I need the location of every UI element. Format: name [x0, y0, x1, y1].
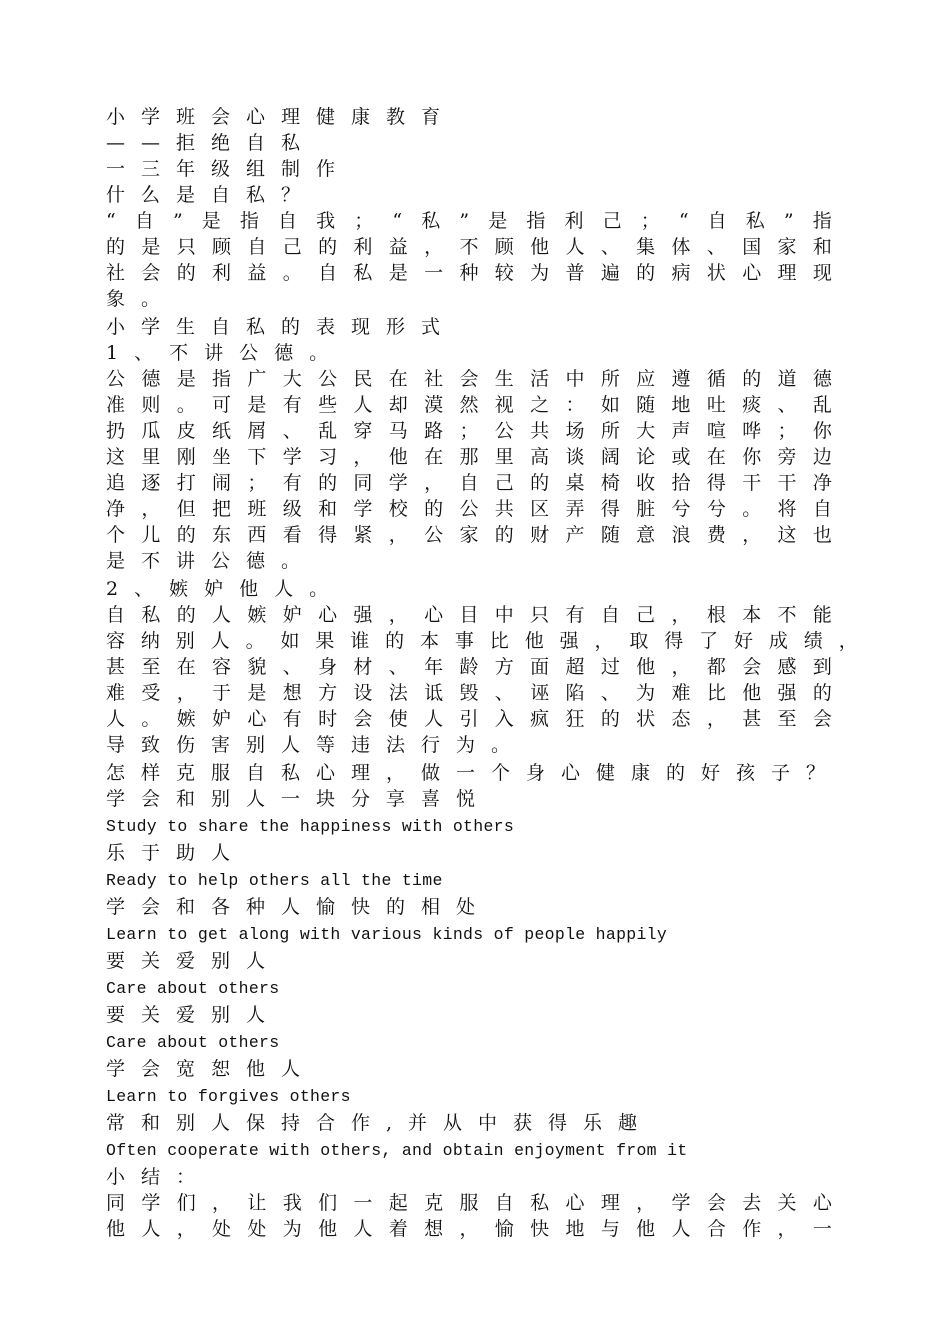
paragraph-line: 的 是 只 顾 自 己 的 利 益 ， 不 顾 他 人 、 集 体 、 国 家 和	[106, 236, 832, 258]
paragraph-line: 同 学 们 ， 让 我 们 一 起 克 服 自 私 心 理 ， 学 会 去 关 心	[106, 1192, 832, 1214]
subheading-form-2: 2、嫉妒他人。	[106, 578, 345, 600]
tip-en: Often cooperate with others, and obtain enjoyment from it	[106, 1141, 688, 1160]
section-heading-forms: 小学生自私的表现形式	[106, 316, 457, 338]
paragraph-line: 个 儿 的 东 西 看 得 紧 ， 公 家 的 财 产 随 意 浪 费 ， 这 也	[106, 524, 832, 546]
tip-cn: 要关爱别人	[106, 1004, 282, 1026]
paragraph-line: 甚 至 在 容 貌 、 身 材 、 年 龄 方 面 超 过 他 ， 都 会 感 到	[106, 656, 832, 678]
paragraph-line: 公 德 是 指 广 大 公 民 在 社 会 生 活 中 所 应 遵 循 的 道 德	[106, 368, 832, 390]
tip-cn: 学会和别人一块分享喜悦	[106, 788, 492, 810]
paragraph-line: 净 ， 但 把 班 级 和 学 校 的 公 共 区 弄 得 脏 兮 兮 。 将 自	[106, 498, 832, 520]
tip-cn: 学会和各种人愉快的相处	[106, 896, 492, 918]
tip-en: Care about others	[106, 1033, 280, 1052]
tip-en: Learn to get along with various kinds of people happily	[106, 925, 668, 944]
paragraph-line: 人 。 嫉 妒 心 有 时 会 使 人 引 入 疯 狂 的 状 态 ， 甚 至 会	[106, 708, 832, 730]
paragraph-line: 扔 瓜 皮 纸 屑 、 乱 穿 马 路 ； 公 共 场 所 大 声 喧 哗 ； 你	[106, 420, 832, 442]
document-title: 小学班会心理健康教育	[106, 106, 457, 128]
tip-en: Ready to help others all the time	[106, 871, 443, 890]
tip-en: Care about others	[106, 979, 280, 998]
paragraph-line: 是不讲公德。	[106, 550, 317, 572]
paragraph-line: 象。	[106, 288, 177, 310]
document-subtitle: ——拒绝自私	[106, 132, 317, 154]
paragraph-line: 他 人 ， 处 处 为 他 人 着 想 ， 愉 快 地 与 他 人 合 作 ， 一	[106, 1218, 832, 1240]
paragraph-line: 难 受 ， 于 是 想 方 设 法 诋 毁 、 诬 陷 、 为 难 比 他 强 的	[106, 682, 832, 704]
tip-cn: 要关爱别人	[106, 950, 282, 972]
tip-cn: 学会宽恕他人	[106, 1058, 317, 1080]
tip-en: Study to share the happiness with others	[106, 817, 515, 836]
paragraph-line: 自 私 的 人 嫉 妒 心 强 ， 心 目 中 只 有 自 己 ， 根 本 不 能	[106, 604, 832, 626]
paragraph-line: “ 自 ” 是 指 自 我 ； “ 私 ” 是 指 利 己 ； “ 自 私 ” 指	[106, 210, 832, 232]
paragraph-line: 这 里 刚 坐 下 学 习 ， 他 在 那 里 高 谈 阔 论 或 在 你 旁 边	[106, 446, 832, 468]
subheading-form-1: 1、不讲公德。	[106, 342, 345, 364]
tip-cn: 常和别人保持合作,并从中获得乐趣	[106, 1112, 654, 1134]
summary-heading: 小结：	[106, 1166, 212, 1188]
paragraph-line: 社 会 的 利 益 。 自 私 是 一 种 较 为 普 遍 的 病 状 心 理 现	[106, 262, 832, 284]
tip-cn: 乐于助人	[106, 842, 247, 864]
paragraph-line: 追 逐 打 闹 ； 有 的 同 学 ， 自 己 的 桌 椅 收 拾 得 干 干 净	[106, 472, 832, 494]
tip-en: Learn to forgives others	[106, 1087, 351, 1106]
author-line: 一三年级组制作	[106, 158, 352, 180]
section-heading-how-to-overcome: 怎样克服自私心理，做一个身心健康的好孩子？	[106, 762, 842, 784]
section-heading-what-is-selfish: 什么是自私？	[106, 184, 317, 206]
paragraph-line: 导致伤害别人等违法行为。	[106, 734, 527, 756]
paragraph-line: 准 则 。 可 是 有 些 人 却 漠 然 视 之 ： 如 随 地 吐 痰 、 乱	[106, 394, 832, 416]
paragraph-line: 容 纳 别 人 。 如 果 谁 的 本 事 比 他 强 ， 取 得 了 好 成 绩 ，	[106, 630, 858, 652]
